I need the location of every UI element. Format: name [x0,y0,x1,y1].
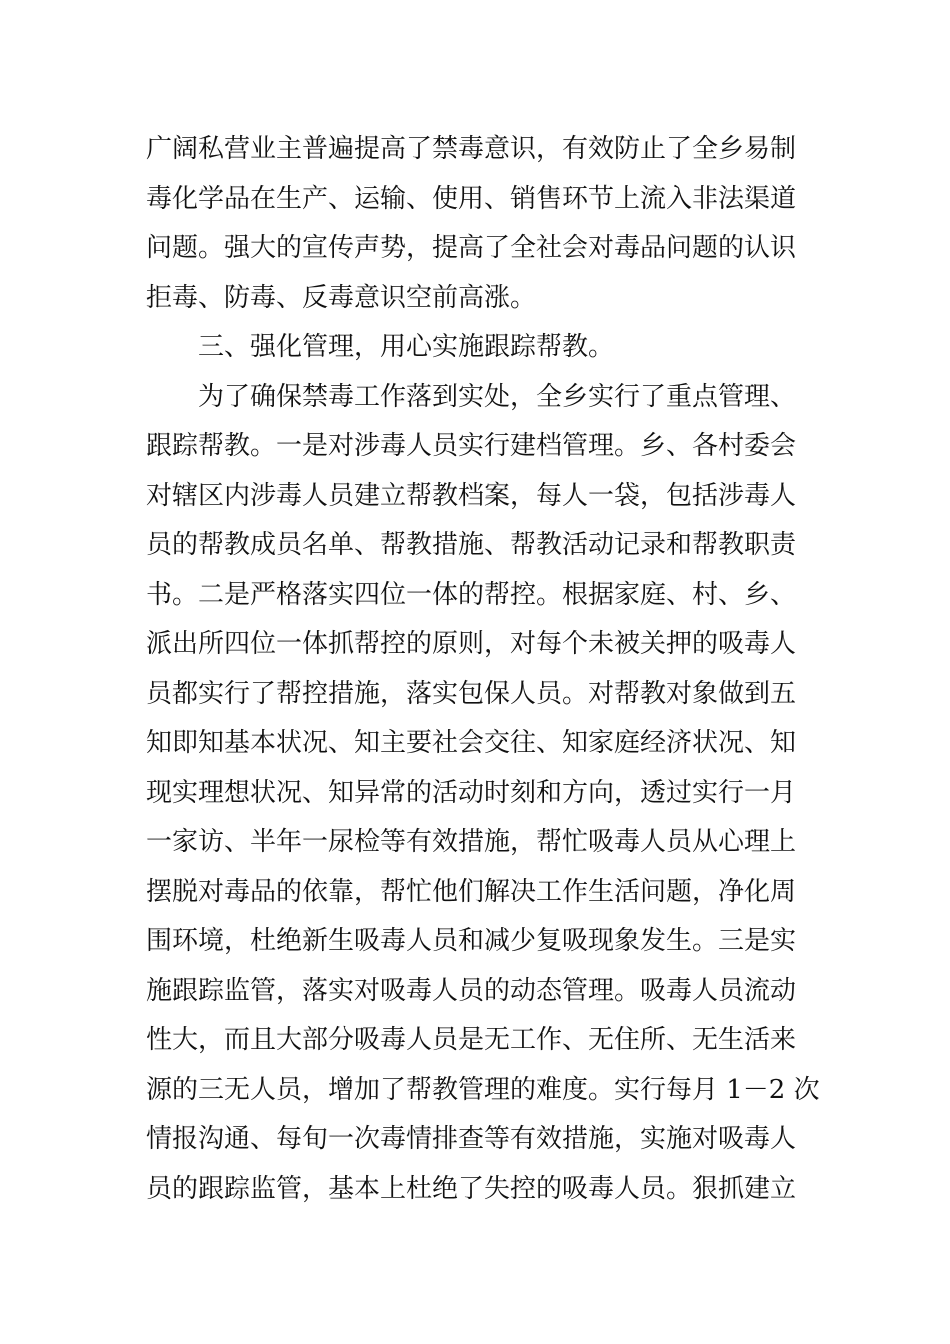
text-line: 问题。强大的宣传声势，提高了全社会对毒品问题的认识 [146,233,797,263]
text-line: 员的帮教成员名单、帮教措施、帮教活动记录和帮教职责 [146,530,797,560]
text-line: 性大，而且大部分吸毒人员是无工作、无住所、无生活来 [146,1025,797,1055]
paragraph-first-line: 为了确保禁毒工作落到实处，全乡实行了重点管理、 [198,381,797,412]
text-line: 员的跟踪监管，基本上杜绝了失控的吸毒人员。狠抓建立 [146,1173,797,1204]
text-line: 情报沟通、每旬一次毒情排查等有效措施，实施对吸毒人 [146,1124,797,1154]
body-text [146,125,820,1214]
text-line: 一家访、半年一尿检等有效措施，帮忙吸毒人员从心理上 [146,827,797,857]
text-line: 现实理想状况、知异常的活动时刻和方向，透过实行一月 [146,777,797,808]
text-line: 施跟踪监管，落实对吸毒人员的动态管理。吸毒人员流动 [146,975,797,1006]
text-line: 围环境，杜绝新生吸毒人员和减少复吸现象发生。三是实 [146,926,797,956]
text-line: 毒化学品在生产、运输、使用、销售环节上流入非法渠道 [146,183,797,214]
text-line: 员都实行了帮控措施，落实包保人员。对帮教对象做到五 [146,678,797,709]
text-line: 书。二是严格落实四位一体的帮控。根据家庭、村、乡、 [146,579,797,610]
text-line: 跟踪帮教。一是对涉毒人员实行建档管理。乡、各村委会 [146,431,797,461]
text-line: 拒毒、防毒、反毒意识空前高涨。 [146,282,537,313]
text-line: 广阔私营业主普遍提高了禁毒意识，有效防止了全乡易制 [146,134,797,164]
text-line: 摆脱对毒品的依靠，帮忙他们解决工作生活问题，净化周 [146,876,797,907]
text-line: 对辖区内涉毒人员建立帮教档案，每人一袋，包括涉毒人 [146,480,797,511]
text-line: 派出所四位一体抓帮控的原则，对每个未被关押的吸毒人 [146,629,797,659]
text-line: 知即知基本状况、知主要社会交往、知家庭经济状况、知 [146,728,797,758]
section-heading: 三、强化管理，用心实施跟踪帮教。 [198,332,615,362]
text-line: 源的三无人员，增加了帮教管理的难度。实行每月 1－2 次 [146,1074,820,1105]
